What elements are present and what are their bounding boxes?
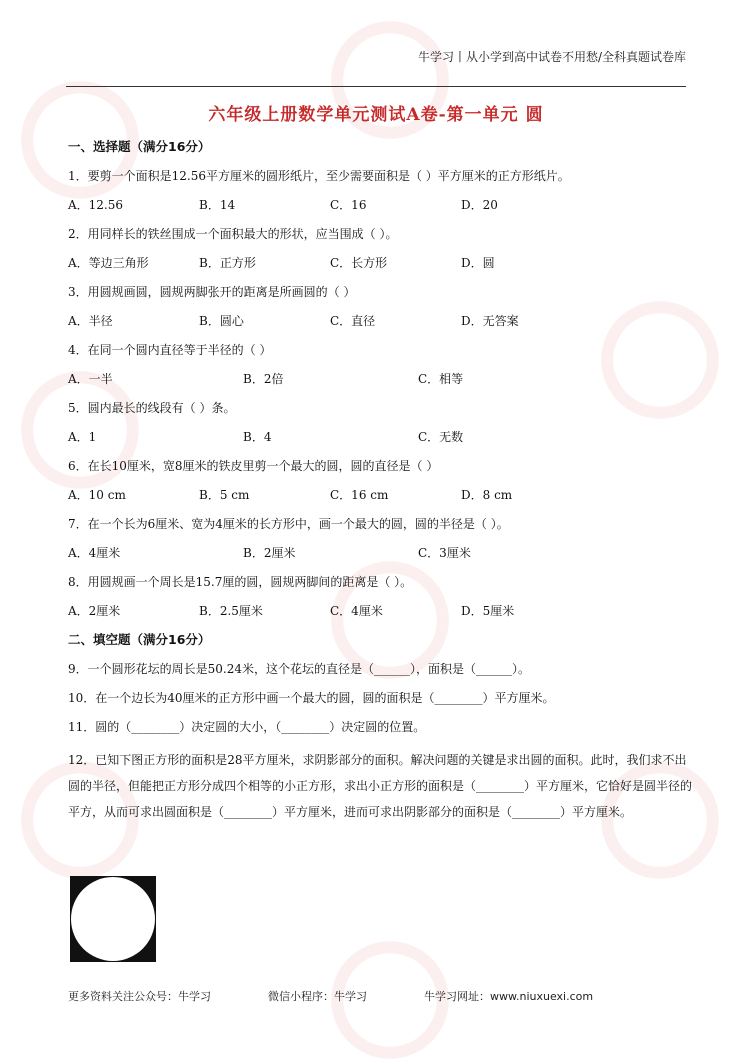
page-header: 牛学习丨从小学到高中试卷不用愁/全科真题试卷库 [417,50,686,64]
question-2: 2．用同样长的铁丝围成一个面积最大的形状，应当围成（ ）。 [68,227,398,241]
option-d: D．5厘米 [461,604,515,618]
question-12: 12．已知下图正方形的面积是28平方厘米，求阴影部分的面积。解决问题的关键是求出圆的面积。此时，我们求不出圆的半径，但能把正方形分成四个相等的小正方形，求出小正方形的面积是（________）平方厘米，它恰好是圆半径的平方，从而可求出圆面积是（________）平方厘米，进而可求出阴影部分的面积是（________）平方厘米。 [68,753,693,819]
option-b: B．2倍 [243,372,284,386]
option-b: B．2.5厘米 [199,604,263,618]
option-a: A．10 cm [68,488,126,502]
option-a: A．2厘米 [68,604,121,618]
option-d: D．圆 [461,256,495,270]
option-a: A．半径 [68,314,113,328]
option-b: B．5 cm [199,488,250,502]
option-c: C．相等 [418,372,464,386]
option-c: C．16 cm [330,488,389,502]
document-body [68,138,692,825]
option-d: D．8 cm [461,488,513,502]
option-d: D．20 [461,198,498,212]
option-a: A．等边三角形 [68,256,149,270]
square-circle-figure [70,876,156,962]
option-c: C．无数 [418,430,464,444]
option-c: C．直径 [330,314,376,328]
question-5: 5．圆内最长的线段有（ ）条。 [68,401,236,415]
options-8 [68,602,692,620]
option-a: A．一半 [68,372,113,386]
question-3: 3．用圆规画圆，圆规两脚张开的距离是所画圆的（ ） [68,285,356,299]
option-c: C．长方形 [330,256,388,270]
option-d: D．无答案 [461,314,519,328]
option-b: B．2厘米 [243,546,296,560]
question-1: 1．要剪一个面积是12.56平方厘米的圆形纸片，至少需要面积是（ ）平方厘米的正方形纸片。 [68,169,570,183]
option-c: C．3厘米 [418,546,471,560]
page-title: 六年级上册数学单元测试A卷-第一单元 圆 [208,105,544,125]
options-1 [68,196,692,214]
option-b: B．4 [243,430,272,444]
options-3 [68,312,692,330]
option-b: B．正方形 [199,256,256,270]
footer-website[interactable]: 牛学习网址：www.niuxuexi.com [424,990,594,1003]
option-a: A．1 [68,430,97,444]
options-6 [68,486,692,504]
options-4 [68,370,692,388]
option-b: B．圆心 [199,314,244,328]
question-11: 11．圆的（________）决定圆的大小，（________）决定圆的位置。 [68,720,426,734]
options-7 [68,544,692,562]
option-a: A．4厘米 [68,546,121,560]
header-divider [66,86,686,87]
footer-mini-program: 微信小程序：牛学习 [268,990,367,1003]
question-9: 9．一个圆形花坛的周长是50.24米，这个花坛的直径是（______），面积是（______）。 [68,662,530,676]
section-heading-choice: 一、选择题（满分16分） [68,139,211,154]
question-8: 8．用圆规画一个周长是15.7厘的圆，圆规两脚间的距离是（ ）。 [68,575,413,589]
option-c: C．4厘米 [330,604,383,618]
options-2 [68,254,692,272]
footer-official-account: 更多资料关注公众号：牛学习 [68,990,211,1003]
section-heading-fill: 二、填空题（满分16分） [68,632,211,647]
options-5 [68,428,692,446]
question-4: 4．在同一个圆内直径等于半径的（ ） [68,343,272,357]
option-b: B．14 [199,198,236,212]
option-c: C．16 [330,198,367,212]
question-10: 10．在一个边长为40厘米的正方形中画一个最大的圆，圆的面积是（________）平方厘米。 [68,691,555,705]
question-7: 7．在一个长为6厘米、宽为4厘米的长方形中，画一个最大的圆，圆的半径是（ ）。 [68,517,509,531]
question-6: 6．在长10厘米，宽8厘米的铁皮里剪一个最大的圆，圆的直径是（ ） [68,459,439,473]
option-a: A．12.56 [68,198,124,212]
